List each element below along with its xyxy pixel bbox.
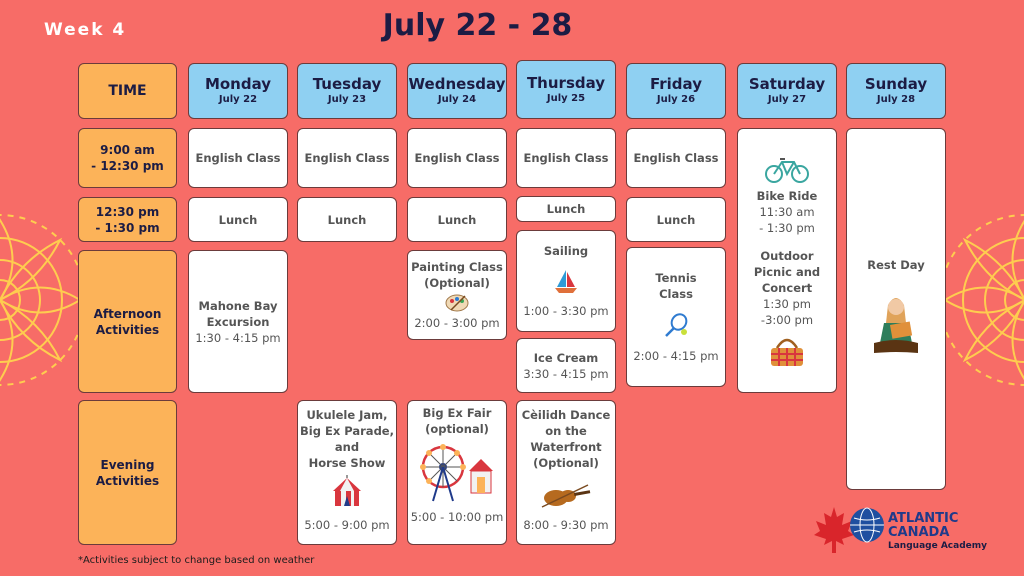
mandala-right-decoration	[935, 140, 1024, 460]
day-header-friday: Friday July 26	[626, 63, 726, 119]
time-slot-afternoon: Afternoon Activities	[78, 250, 177, 393]
wednesday-lunch: Lunch	[407, 197, 507, 242]
friday-lunch: Lunch	[626, 197, 726, 242]
wednesday-afternoon-activity: Painting Class (Optional) 2:00 - 3:00 pm	[407, 250, 507, 340]
globe-icon	[848, 506, 886, 544]
page-title: July 22 - 28	[382, 8, 573, 43]
thursday-english-class: English Class	[516, 128, 616, 188]
ferris-wheel-icon	[419, 441, 495, 503]
tuesday-evening-activity: Ukulele Jam, Big Ex Parade, and Horse Show 5:00 - 9:00 pm	[297, 400, 397, 545]
circus-tent-icon	[330, 475, 364, 509]
palette-icon	[445, 293, 469, 313]
reading-woman-icon	[868, 293, 924, 357]
logo	[888, 512, 987, 552]
thursday-ice-cream: Ice Cream 3:30 - 4:15 pm	[516, 338, 616, 393]
week-label: Week 4	[44, 20, 127, 40]
tuesday-english-class: English Class	[297, 128, 397, 188]
time-slot-morning: 9:00 am - 12:30 pm	[78, 128, 177, 188]
day-header-sunday: Sunday July 28	[846, 63, 946, 119]
wednesday-evening-activity: Big Ex Fair (optional) 5:00 - 10:00 pm	[407, 400, 507, 545]
picnic-basket-icon	[767, 336, 807, 368]
friday-english-class: English Class	[626, 128, 726, 188]
saturday-activities: Bike Ride 11:30 am - 1:30 pm Outdoor Picnic and Concert 1:30 pm -3:00 pm	[737, 128, 837, 393]
wednesday-english-class: English Class	[407, 128, 507, 188]
time-header: TIME	[78, 63, 177, 119]
sailboat-icon	[552, 267, 580, 295]
day-header-saturday: Saturday July 27	[737, 63, 837, 119]
monday-afternoon-activity: Mahone Bay Excursion 1:30 - 4:15 pm	[188, 250, 288, 393]
friday-afternoon-activity: Tennis Class 2:00 - 4:15 pm	[626, 247, 726, 387]
violin-icon	[538, 481, 594, 509]
day-header-tuesday: Tuesday July 23	[297, 63, 397, 119]
monday-lunch: Lunch	[188, 197, 288, 242]
time-slot-lunch: 12:30 pm - 1:30 pm	[78, 197, 177, 242]
logo-line-1: ATLANTIC	[888, 511, 959, 526]
tennis-racket-icon	[663, 312, 689, 338]
day-header-wednesday: Wednesday July 24	[407, 63, 507, 119]
footnote: *Activities subject to change based on weather	[78, 555, 315, 566]
tuesday-lunch: Lunch	[297, 197, 397, 242]
logo-line-2: CANADA	[888, 525, 950, 540]
time-slot-evening: Evening Activities	[78, 400, 177, 545]
day-header-thursday: Thursday July 25	[516, 60, 616, 119]
thursday-lunch: Lunch	[516, 196, 616, 222]
day-header-monday: Monday July 22	[188, 63, 288, 119]
sunday-rest-day: Rest Day	[846, 128, 946, 490]
thursday-sailing: Sailing 1:00 - 3:30 pm	[516, 230, 616, 332]
bicycle-icon	[763, 154, 811, 184]
thursday-evening-activity: Cèilidh Dance on the Waterfront (Optional) 8:00 - 9:30 pm	[516, 400, 616, 545]
logo-line-3: Language Academy	[888, 541, 987, 551]
monday-english-class: English Class	[188, 128, 288, 188]
